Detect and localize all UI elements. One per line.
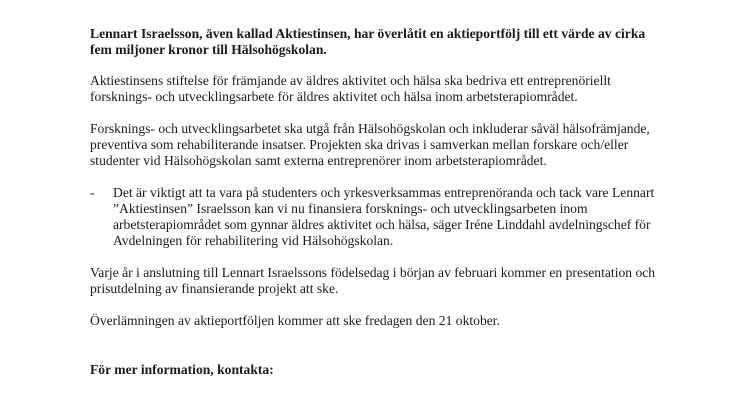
quote-block [90, 185, 670, 249]
quote-text: Det är viktigt att ta vara på studenters och yrkesverksammas entreprenöranda och tack vare Lennart ”Aktiestinsen” Israelsson kan vi nu finansiera forsknings- och utvecklingsarbeten inom arbetsterapiområdet som gynnar äldres aktivitet och hälsa, säger Iréne Linddahl avdelningschef för Avdelningen för rehabilitering vid Hälsohögskolan. [113, 185, 655, 248]
body-paragraph-research: Forsknings- och utvecklingsarbetet ska utgå från Hälsohögskolan och inkluderar såväl hälsofrämjande, preventiva som rehabiliterande insatser. Projekten ska drivas i samverkan mellan forskare och/eller studenter vid Hälsohögskolan samt externa entreprenörer inom arbetsterapiområdet. [90, 121, 650, 168]
contact-heading: För mer information, kontakta: [90, 362, 274, 377]
quote-dash: - [90, 185, 95, 200]
body-paragraph-handover-date: Överlämningen av aktieportföljen kommer att ske fredagen den 21 oktober. [90, 313, 500, 328]
press-release-document [90, 26, 670, 378]
lead-paragraph: Lennart Israelsson, även kallad Aktiestinsen, har överlåtit en aktieportfölj till ett värde av cirka fem miljoner kronor till Hälsohögskolan. [90, 26, 646, 57]
body-paragraph-annual-event: Varje år i anslutning till Lennart Israelssons födelsedag i början av februari kommer en presentation och prisutdelning av finansierande projekt att ske. [90, 265, 656, 296]
body-paragraph-foundation: Aktiestinsens stiftelse för främjande av äldres aktivitet och hälsa ska bedriva ett entreprenöriellt forsknings- och utvecklingsarbete för äldres aktivitet och hälsa inom arbetsterapiområdet. [90, 73, 611, 104]
